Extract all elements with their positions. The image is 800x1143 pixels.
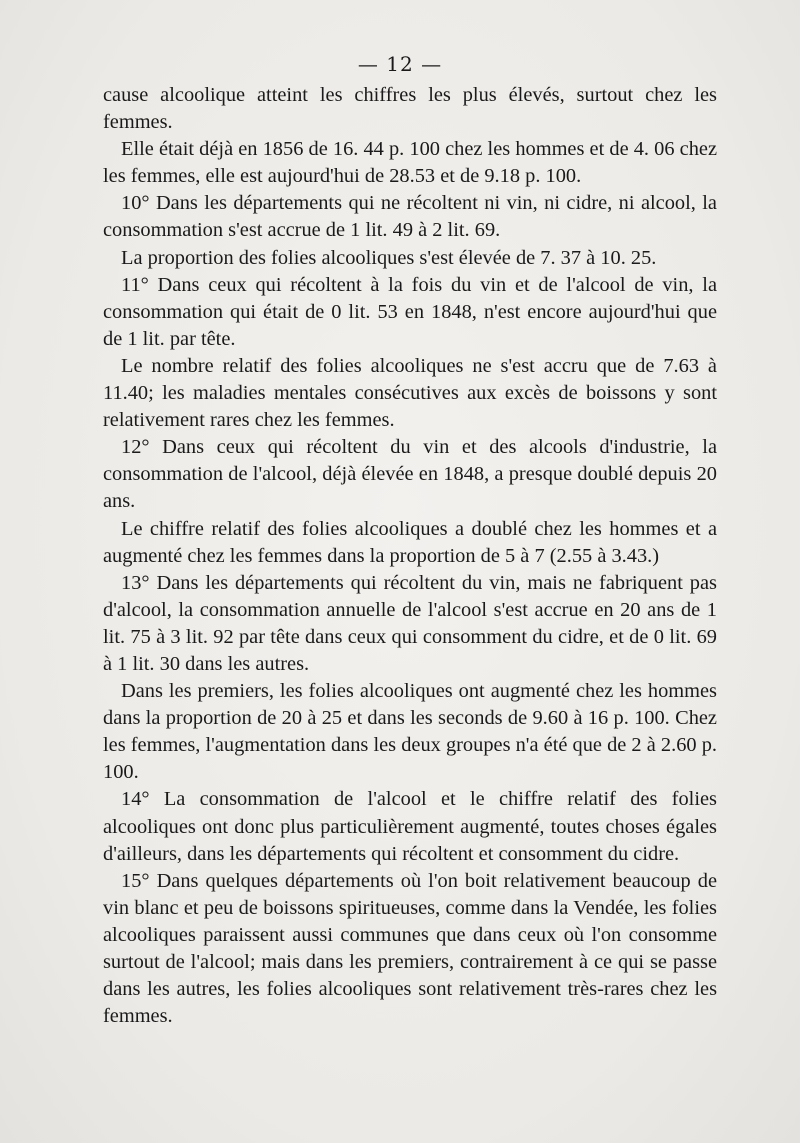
paragraph-4: La proportion des folies alcooliques s'est élevée de 7. 37 à 10. 25.	[121, 246, 657, 269]
paragraph-10: Dans les premiers, les folies alcooliques ont augmenté chez les hommes dans la proportion de 20 à 25 et dans les seconds de 9.60 à 16 p. 100. Chez les femmes, l'augmentation dans les deux groupes n'a été que de 2 à 2.60 p. 100.	[103, 680, 717, 784]
paragraph-12: 15° Dans quelques départements où l'on boit relativement beaucoup de vin blanc et peu de boissons spiritueuses, comme dans la Vendée, les folies alcooliques paraissent aussi communes que dans ceux où l'on consomme surtout de l'alcool; mais dans les premiers, contrairement à ce qui se passe dans les autres, les folies alcooliques sont relativement très-rares chez les femmes.	[103, 869, 717, 1028]
paragraph-5: 11° Dans ceux qui récoltent à la fois du vin et de l'alcool de vin, la consommation qui était de 0 lit. 53 en 1848, n'est encore aujourd'hui que de 1 lit. par tête.	[103, 273, 717, 350]
paragraph-11: 14° La consommation de l'alcool et le chiffre relatif des folies alcooliques ont donc plus particulièrement augmenté, toutes choses égales d'ailleurs, dans les départements qui récoltent et consomment du cidre.	[103, 788, 717, 865]
paragraph-2: Elle était déjà en 1856 de 16. 44 p. 100 chez les hommes et de 4. 06 chez les femmes, elle est aujourd'hui de 28.53 et de 9.18 p. 100.	[103, 138, 717, 188]
paragraph-3: 10° Dans les départements qui ne récoltent ni vin, ni cidre, ni alcool, la consommation s'est accrue de 1 lit. 49 à 2 lit. 69.	[103, 192, 717, 242]
paragraph-8: Le chiffre relatif des folies alcooliques a doublé chez les hommes et a augmenté chez les femmes dans la proportion de 5 à 7 (2.55 à 3.43.)	[103, 517, 717, 567]
paragraph-6: Le nombre relatif des folies alcooliques ne s'est accru que de 7.63 à 11.40; les maladies mentales consécutives aux excès de boissons y sont relativement rares chez les femmes.	[103, 354, 717, 432]
paragraph-7: 12° Dans ceux qui récoltent du vin et des alcools d'industrie, la consommation de l'alcool, déjà élevée en 1848, a presque doublé depuis 20 ans.	[103, 436, 717, 513]
paragraph-9: 13° Dans les départements qui récoltent du vin, mais ne fabriquent pas d'alcool, la consommation annuelle de l'alcool s'est accrue en 20 ans de 1 lit. 75 à 3 lit. 92 par tête dans ceux qui consomment du cidre, et de 0 lit. 69 à 1 lit. 30 dans les autres.	[103, 571, 717, 675]
body-text	[103, 82, 717, 1030]
paragraph-1: cause alcoolique atteint les chiffres les plus élevés, surtout chez les femmes.	[103, 84, 717, 134]
page-number: — 12 —	[357, 52, 443, 76]
